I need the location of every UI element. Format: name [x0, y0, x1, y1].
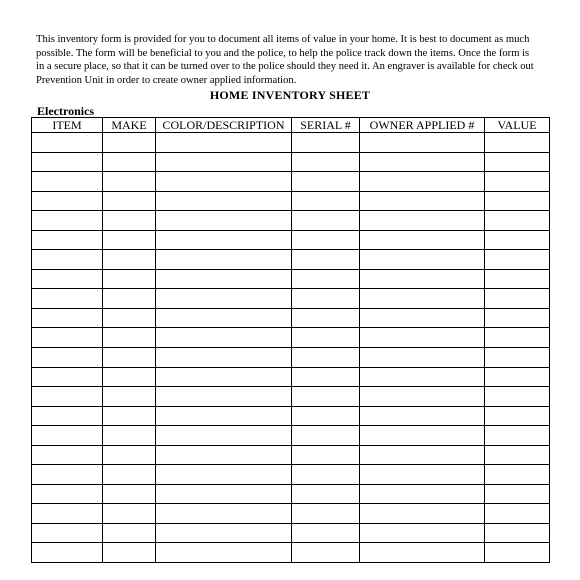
color-description-cell[interactable]	[156, 308, 292, 328]
color-description-cell[interactable]	[156, 152, 292, 172]
value-cell[interactable]	[485, 250, 550, 270]
make-cell[interactable]	[103, 465, 156, 485]
color-description-cell[interactable]	[156, 543, 292, 563]
intro-line: Prevention Unit in order to create owner applied information.	[36, 74, 297, 86]
color-description-cell[interactable]	[156, 387, 292, 407]
table-row	[32, 211, 550, 231]
table-row	[32, 484, 550, 504]
make-cell[interactable]	[103, 133, 156, 153]
make-cell[interactable]	[103, 250, 156, 270]
table-row	[32, 152, 550, 172]
column-header-color-description: COLOR/DESCRIPTION	[156, 118, 292, 133]
item-cell[interactable]	[32, 426, 103, 446]
owner-applied-cell[interactable]	[360, 230, 485, 250]
color-description-cell[interactable]	[156, 523, 292, 543]
make-cell[interactable]	[103, 445, 156, 465]
table-row	[32, 426, 550, 446]
owner-applied-cell[interactable]	[360, 308, 485, 328]
owner-applied-cell[interactable]	[360, 211, 485, 231]
column-header-item: ITEM	[32, 118, 103, 133]
owner-applied-cell[interactable]	[360, 133, 485, 153]
serial-cell[interactable]	[292, 523, 360, 543]
table-row	[32, 172, 550, 192]
value-cell[interactable]	[485, 426, 550, 446]
table-row	[32, 289, 550, 309]
owner-applied-cell[interactable]	[360, 426, 485, 446]
item-cell[interactable]	[32, 504, 103, 524]
column-header-owner-applied: OWNER APPLIED #	[360, 118, 485, 133]
make-cell[interactable]	[103, 523, 156, 543]
table-row	[32, 523, 550, 543]
item-cell[interactable]	[32, 269, 103, 289]
value-cell[interactable]	[485, 406, 550, 426]
serial-cell[interactable]	[292, 308, 360, 328]
serial-cell[interactable]	[292, 133, 360, 153]
serial-cell[interactable]	[292, 543, 360, 563]
item-cell[interactable]	[32, 523, 103, 543]
value-cell[interactable]	[485, 211, 550, 231]
table-row	[32, 387, 550, 407]
make-cell[interactable]	[103, 504, 156, 524]
value-cell[interactable]	[485, 367, 550, 387]
item-cell[interactable]	[32, 172, 103, 192]
serial-cell[interactable]	[292, 269, 360, 289]
table-row	[32, 230, 550, 250]
color-description-cell[interactable]	[156, 172, 292, 192]
item-cell[interactable]	[32, 543, 103, 563]
owner-applied-cell[interactable]	[360, 504, 485, 524]
item-cell[interactable]	[32, 348, 103, 368]
value-cell[interactable]	[485, 230, 550, 250]
serial-cell[interactable]	[292, 191, 360, 211]
value-cell[interactable]	[485, 465, 550, 485]
owner-applied-cell[interactable]	[360, 445, 485, 465]
serial-cell[interactable]	[292, 348, 360, 368]
make-cell[interactable]	[103, 406, 156, 426]
color-description-cell[interactable]	[156, 328, 292, 348]
make-cell[interactable]	[103, 348, 156, 368]
serial-cell[interactable]	[292, 484, 360, 504]
table-row	[32, 133, 550, 153]
owner-applied-cell[interactable]	[360, 367, 485, 387]
intro-line: possible. The form will be beneficial to you and the police, to help the police track down the items. Once the form is	[36, 47, 530, 59]
table-row	[32, 328, 550, 348]
owner-applied-cell[interactable]	[360, 465, 485, 485]
table-row	[32, 445, 550, 465]
owner-applied-cell[interactable]	[360, 289, 485, 309]
value-cell[interactable]	[485, 328, 550, 348]
item-cell[interactable]	[32, 250, 103, 270]
column-header-value: VALUE	[485, 118, 550, 133]
owner-applied-cell[interactable]	[360, 172, 485, 192]
item-cell[interactable]	[32, 367, 103, 387]
serial-cell[interactable]	[292, 172, 360, 192]
value-cell[interactable]	[485, 191, 550, 211]
serial-cell[interactable]	[292, 152, 360, 172]
sheet-title: HOME INVENTORY SHEET	[209, 88, 371, 102]
make-cell[interactable]	[103, 543, 156, 563]
table-row	[32, 543, 550, 563]
table-row	[32, 348, 550, 368]
color-description-cell[interactable]	[156, 289, 292, 309]
make-cell[interactable]	[103, 211, 156, 231]
serial-cell[interactable]	[292, 250, 360, 270]
color-description-cell[interactable]	[156, 269, 292, 289]
table-row	[32, 367, 550, 387]
make-cell[interactable]	[103, 152, 156, 172]
serial-cell[interactable]	[292, 367, 360, 387]
value-cell[interactable]	[485, 348, 550, 368]
value-cell[interactable]	[485, 387, 550, 407]
serial-cell[interactable]	[292, 504, 360, 524]
value-cell[interactable]	[485, 269, 550, 289]
table-row	[32, 465, 550, 485]
table-row	[32, 191, 550, 211]
intro-line: in a secure place, so that it can be turned over to the police should they need it. An engraver is available for check out	[36, 61, 534, 72]
column-header-serial: SERIAL #	[292, 118, 360, 133]
intro-line: This inventory form is provided for you to document all items of value in your home. It is best to document as much	[36, 34, 530, 45]
value-cell[interactable]	[485, 308, 550, 328]
table-row	[32, 406, 550, 426]
serial-cell[interactable]	[292, 465, 360, 485]
item-cell[interactable]	[32, 211, 103, 231]
intro-paragraph	[36, 33, 540, 87]
color-description-cell[interactable]	[156, 348, 292, 368]
owner-applied-cell[interactable]	[360, 152, 485, 172]
color-description-cell[interactable]	[156, 484, 292, 504]
column-header-make: MAKE	[103, 118, 156, 133]
make-cell[interactable]	[103, 191, 156, 211]
color-description-cell[interactable]	[156, 445, 292, 465]
item-cell[interactable]	[32, 445, 103, 465]
item-cell[interactable]	[32, 406, 103, 426]
color-description-cell[interactable]	[156, 426, 292, 446]
value-cell[interactable]	[485, 445, 550, 465]
value-cell[interactable]	[485, 523, 550, 543]
owner-applied-cell[interactable]	[360, 348, 485, 368]
item-cell[interactable]	[32, 230, 103, 250]
serial-cell[interactable]	[292, 289, 360, 309]
value-cell[interactable]	[485, 484, 550, 504]
table-row	[32, 269, 550, 289]
item-cell[interactable]	[32, 328, 103, 348]
owner-applied-cell[interactable]	[360, 250, 485, 270]
inventory-table-body	[32, 133, 550, 563]
item-cell[interactable]	[32, 387, 103, 407]
item-cell[interactable]	[32, 308, 103, 328]
item-cell[interactable]	[32, 484, 103, 504]
serial-cell[interactable]	[292, 406, 360, 426]
section-label: Electronics	[37, 104, 95, 118]
value-cell[interactable]	[485, 289, 550, 309]
serial-cell[interactable]	[292, 328, 360, 348]
serial-cell[interactable]	[292, 445, 360, 465]
make-cell[interactable]	[103, 484, 156, 504]
make-cell[interactable]	[103, 367, 156, 387]
owner-applied-cell[interactable]	[360, 269, 485, 289]
serial-cell[interactable]	[292, 426, 360, 446]
make-cell[interactable]	[103, 230, 156, 250]
item-cell[interactable]	[32, 289, 103, 309]
value-cell[interactable]	[485, 504, 550, 524]
serial-cell[interactable]	[292, 230, 360, 250]
inventory-table	[31, 117, 550, 563]
value-cell[interactable]	[485, 152, 550, 172]
table-row	[32, 308, 550, 328]
color-description-cell[interactable]	[156, 406, 292, 426]
value-cell[interactable]	[485, 172, 550, 192]
color-description-cell[interactable]	[156, 211, 292, 231]
make-cell[interactable]	[103, 308, 156, 328]
owner-applied-cell[interactable]	[360, 406, 485, 426]
serial-cell[interactable]	[292, 211, 360, 231]
owner-applied-cell[interactable]	[360, 328, 485, 348]
serial-cell[interactable]	[292, 387, 360, 407]
color-description-cell[interactable]	[156, 191, 292, 211]
table-row	[32, 250, 550, 270]
make-cell[interactable]	[103, 289, 156, 309]
color-description-cell[interactable]	[156, 250, 292, 270]
owner-applied-cell[interactable]	[360, 543, 485, 563]
item-cell[interactable]	[32, 465, 103, 485]
owner-applied-cell[interactable]	[360, 191, 485, 211]
make-cell[interactable]	[103, 328, 156, 348]
make-cell[interactable]	[103, 269, 156, 289]
owner-applied-cell[interactable]	[360, 387, 485, 407]
value-cell[interactable]	[485, 543, 550, 563]
table-header-row	[32, 118, 550, 133]
value-cell[interactable]	[485, 133, 550, 153]
owner-applied-cell[interactable]	[360, 484, 485, 504]
item-cell[interactable]	[32, 152, 103, 172]
color-description-cell[interactable]	[156, 230, 292, 250]
color-description-cell[interactable]	[156, 465, 292, 485]
color-description-cell[interactable]	[156, 504, 292, 524]
table-row	[32, 504, 550, 524]
make-cell[interactable]	[103, 387, 156, 407]
make-cell[interactable]	[103, 426, 156, 446]
item-cell[interactable]	[32, 191, 103, 211]
color-description-cell[interactable]	[156, 367, 292, 387]
color-description-cell[interactable]	[156, 133, 292, 153]
make-cell[interactable]	[103, 172, 156, 192]
item-cell[interactable]	[32, 133, 103, 153]
owner-applied-cell[interactable]	[360, 523, 485, 543]
